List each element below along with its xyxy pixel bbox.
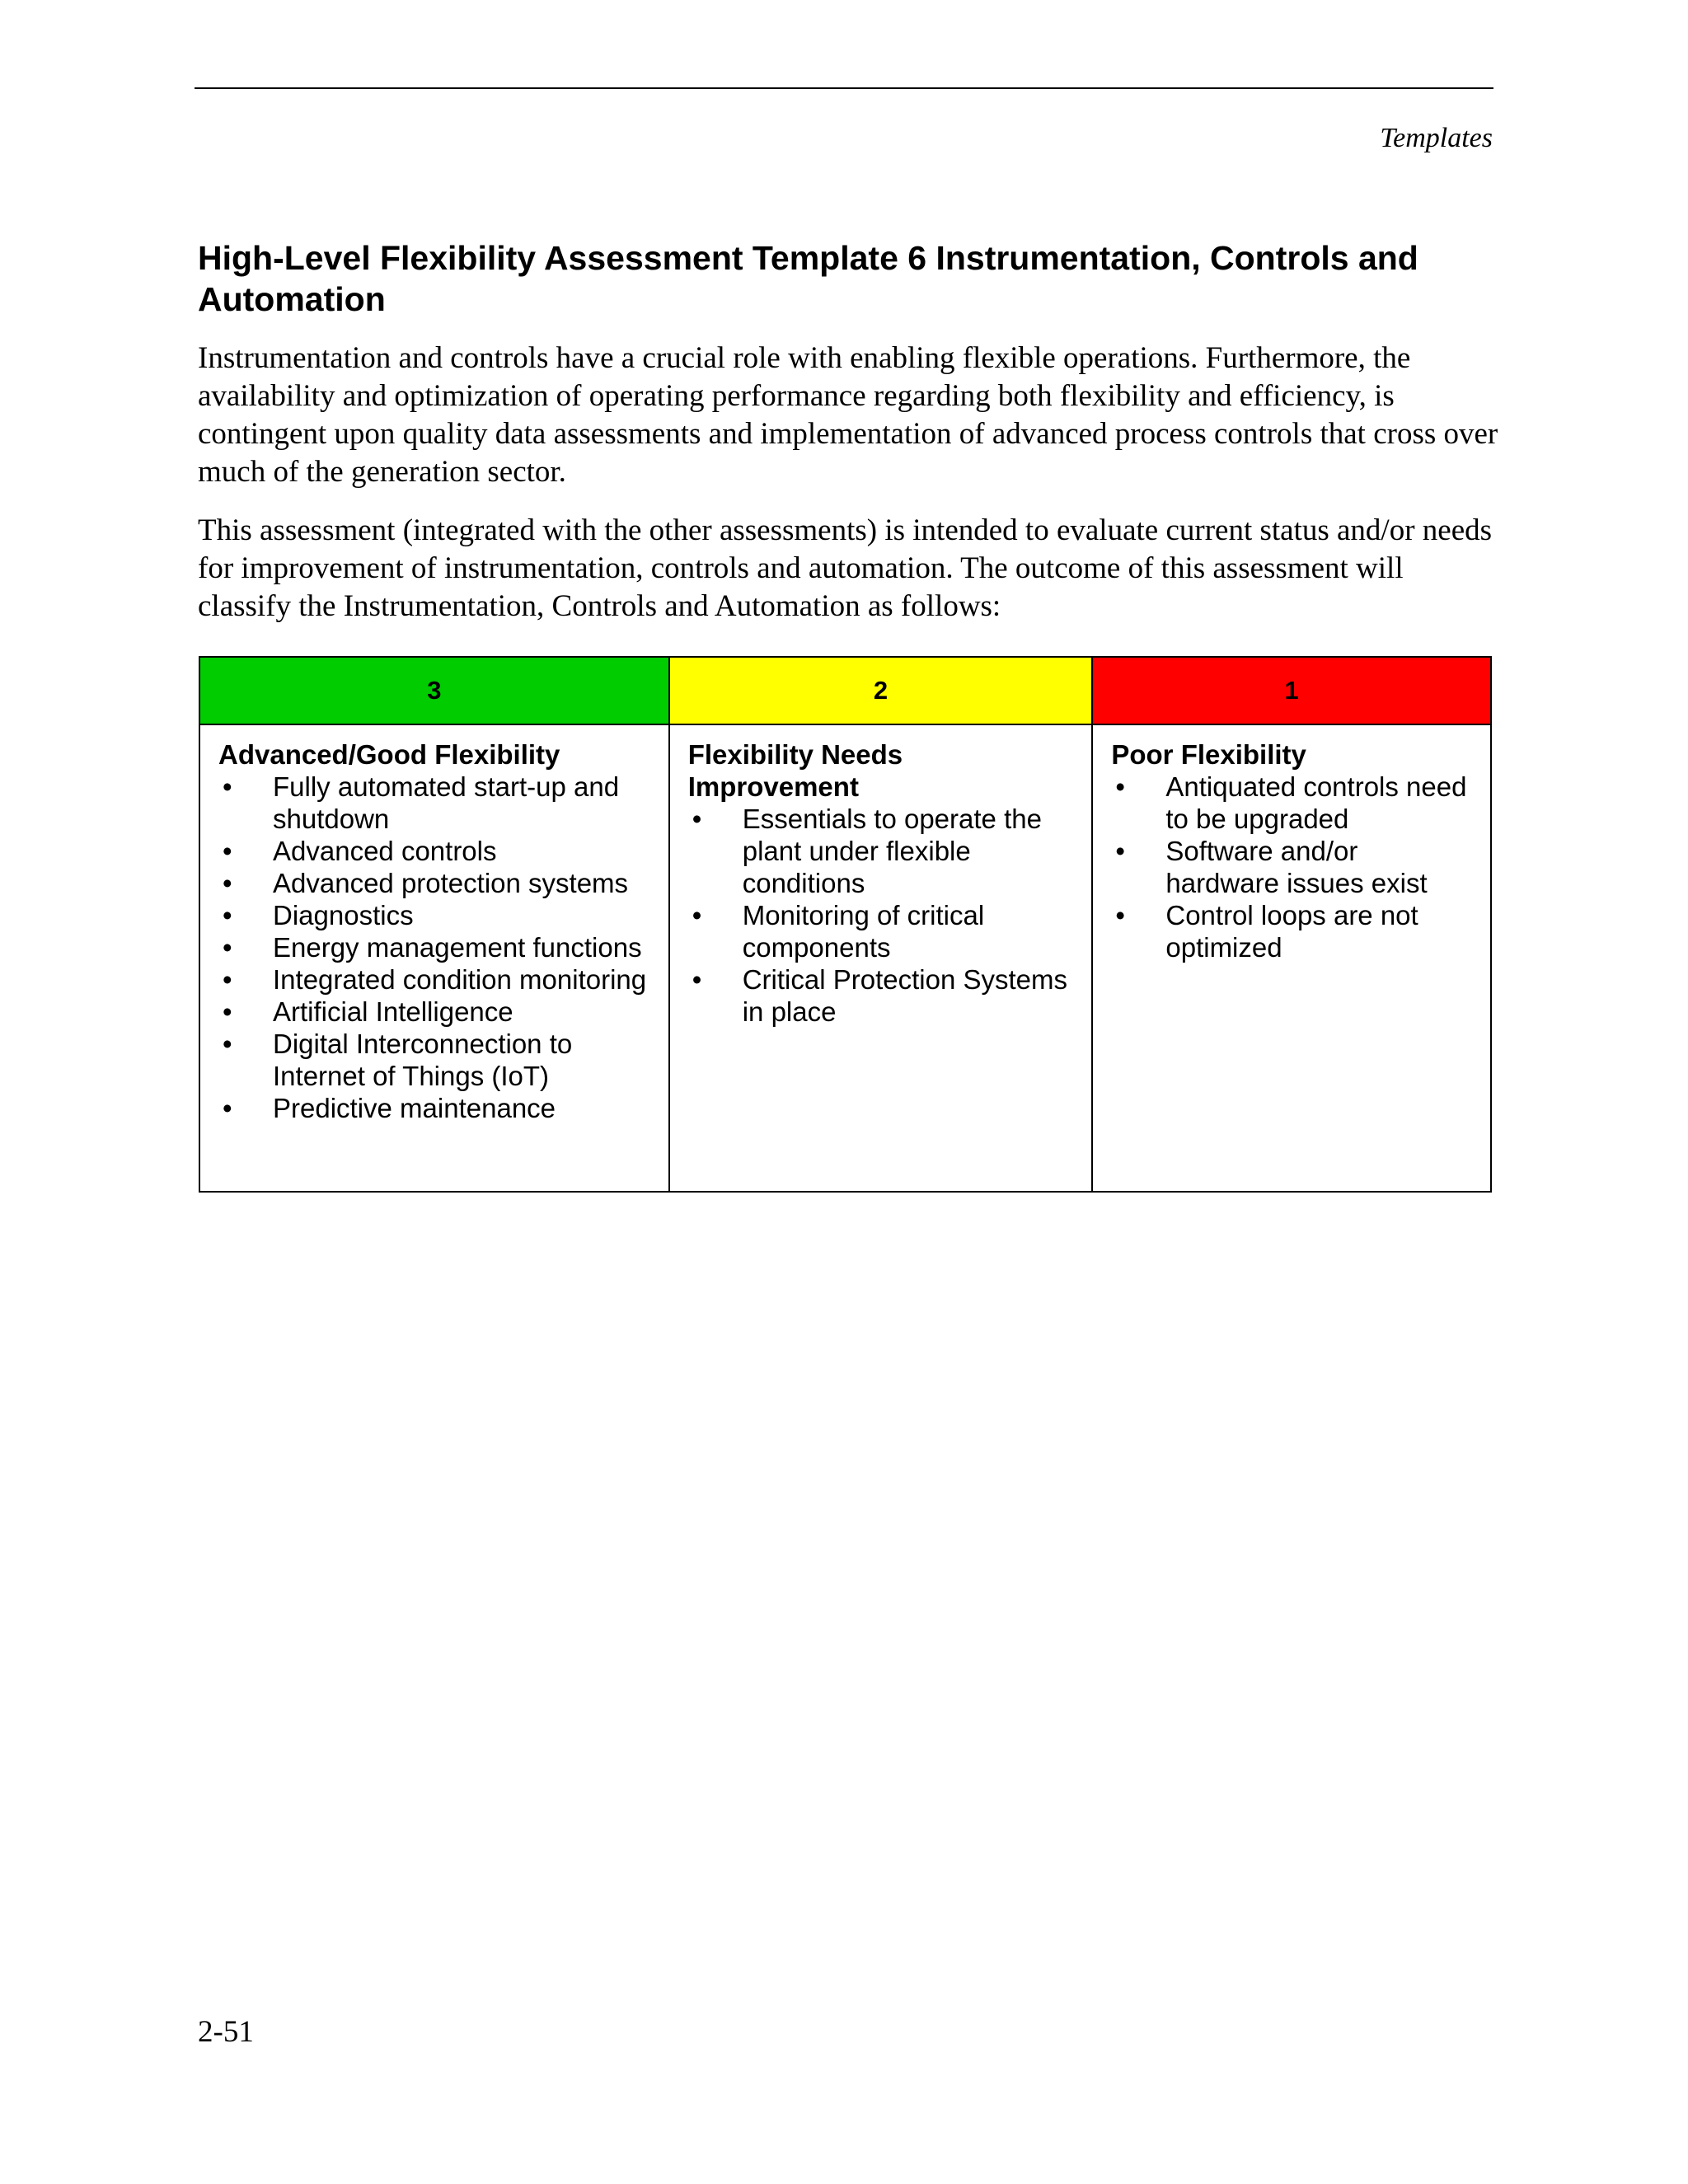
list-item: • Advanced controls — [218, 835, 655, 867]
list-item: • Software and/or hardware issues exist — [1111, 835, 1477, 899]
good-flexibility-list — [218, 771, 655, 1124]
list-item: • Antiquated controls need to be upgraded — [1111, 771, 1477, 835]
list-item: • Predictive maintenance — [218, 1092, 655, 1124]
needs-improvement-cell — [669, 724, 1093, 1192]
header-rule — [195, 87, 1493, 89]
intro-paragraph: Instrumentation and controls have a crucial role with enabling flexible operations. Furthermore, the availability and optimization of operating performance regarding both flexibility and efficiency, is contingent upon quality data assessments and implementation of advanced process controls that cross over much of the generation sector. — [198, 341, 1498, 489]
classification-row — [199, 724, 1491, 1192]
poor-flexibility-list — [1111, 771, 1477, 963]
list-item: • Advanced protection systems — [218, 867, 655, 899]
list-item: • Fully automated start-up and shutdown — [218, 771, 655, 835]
needs-improvement-list — [688, 803, 1079, 1028]
list-item: • Energy management functions — [218, 931, 655, 963]
list-item: • Control loops are not optimized — [1111, 899, 1477, 963]
score-header-1: 1 — [1092, 657, 1491, 724]
score-header-3: 3 — [199, 657, 669, 724]
list-item: • Digital Interconnection to Internet of Things (IoT) — [218, 1028, 655, 1092]
poor-flexibility-cell — [1092, 724, 1491, 1192]
list-item: • Artificial Intelligence — [218, 996, 655, 1028]
list-item: • Essentials to operate the plant under flexible conditions — [688, 803, 1079, 899]
list-item: • Critical Protection Systems in place — [688, 963, 1079, 1028]
page-title: High-Level Flexibility Assessment Template 6 Instrumentation, Controls and Automation — [198, 239, 1418, 318]
page-number: 2-51 — [198, 2015, 254, 2049]
cell-heading: Poor Flexibility — [1111, 739, 1306, 770]
score-header-row — [199, 657, 1491, 724]
score-header-2: 2 — [669, 657, 1093, 724]
classification-table — [199, 656, 1492, 1193]
good-flexibility-cell — [199, 724, 669, 1192]
list-item: • Integrated condition monitoring — [218, 963, 655, 996]
running-header: Templates — [1380, 123, 1493, 153]
assessment-paragraph: This assessment (integrated with the other assessments) is intended to evaluate current status and/or needs for improvement of instrumentation, controls and automation. The outcome of this assessment will classify the Instrumentation, Controls and Automation as follows: — [198, 513, 1493, 623]
cell-heading: Flexibility Needs Improvement — [687, 739, 903, 802]
cell-heading: Advanced/Good Flexibility — [218, 739, 560, 770]
list-item: • Monitoring of critical components — [688, 899, 1079, 963]
list-item: • Diagnostics — [218, 899, 655, 931]
